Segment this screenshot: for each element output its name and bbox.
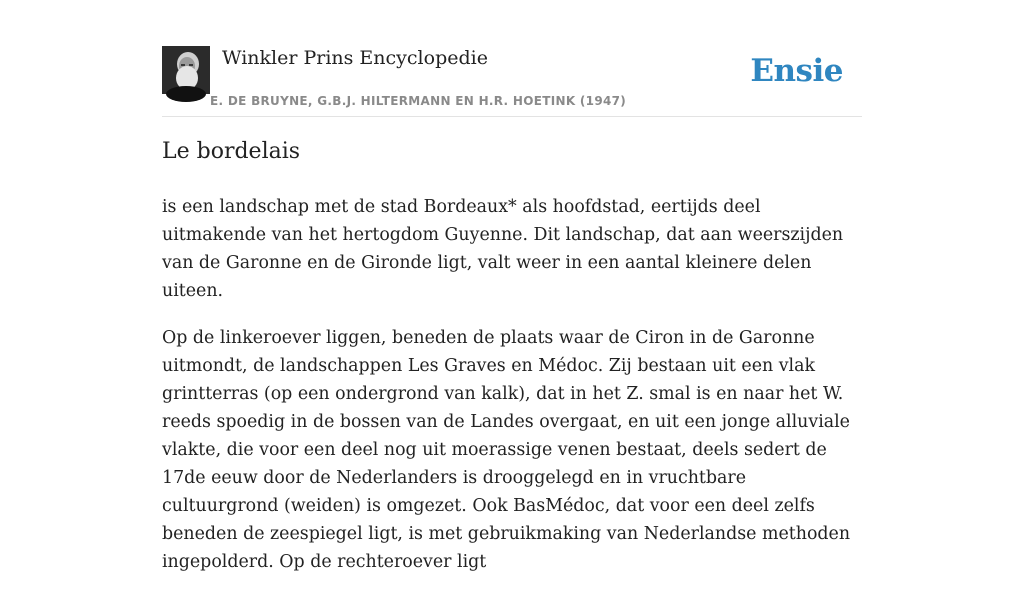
author-avatar[interactable] [162,46,210,94]
portrait-image [162,46,210,94]
article-body [162,193,862,595]
source-authors: E. DE BRUYNE, G.B.J. HILTERMANN EN H.R. HOETINK (1947) [210,94,627,108]
article-paragraph: is een landschap met de stad Bordeaux* als hoofdstad, eertijds deel uitmakende van het hertogdom Guyenne. Dit landschap, dat aan weerszijden van de Garonne en de Gironde ligt, valt weer in een aantal kleinere delen uiteen. [162,197,844,301]
source-header [162,46,862,117]
ensie-logo[interactable]: Ensie [750,53,843,89]
source-title[interactable]: Winkler Prins Encyclopedie [222,47,488,69]
article-paragraph: Op de linkeroever liggen, beneden de plaats waar de Ciron in de Garonne uitmondt, de landschappen Les Graves en Médoc. Zij bestaan uit een vlak grintterras (op een ondergrond van kalk), dat in het Z. smal is en naar het W. reeds spoedig in de bossen van de Landes overgaat, en uit een jonge alluviale vlakte, die voor een deel nog uit moerassige venen bestaat, deels sedert de 17de eeuw door de Nederlanders is drooggelegd en in vruchtbare cultuurgrond (weiden) is omgezet. Ook BasMédoc, dat voor een deel zelfs beneden de zeespiegel ligt, is met gebruikmaking van Nederlandse methoden ingepolderd. Op de rechteroever ligt [162,328,851,572]
article-title: Le bordelais [162,139,301,164]
